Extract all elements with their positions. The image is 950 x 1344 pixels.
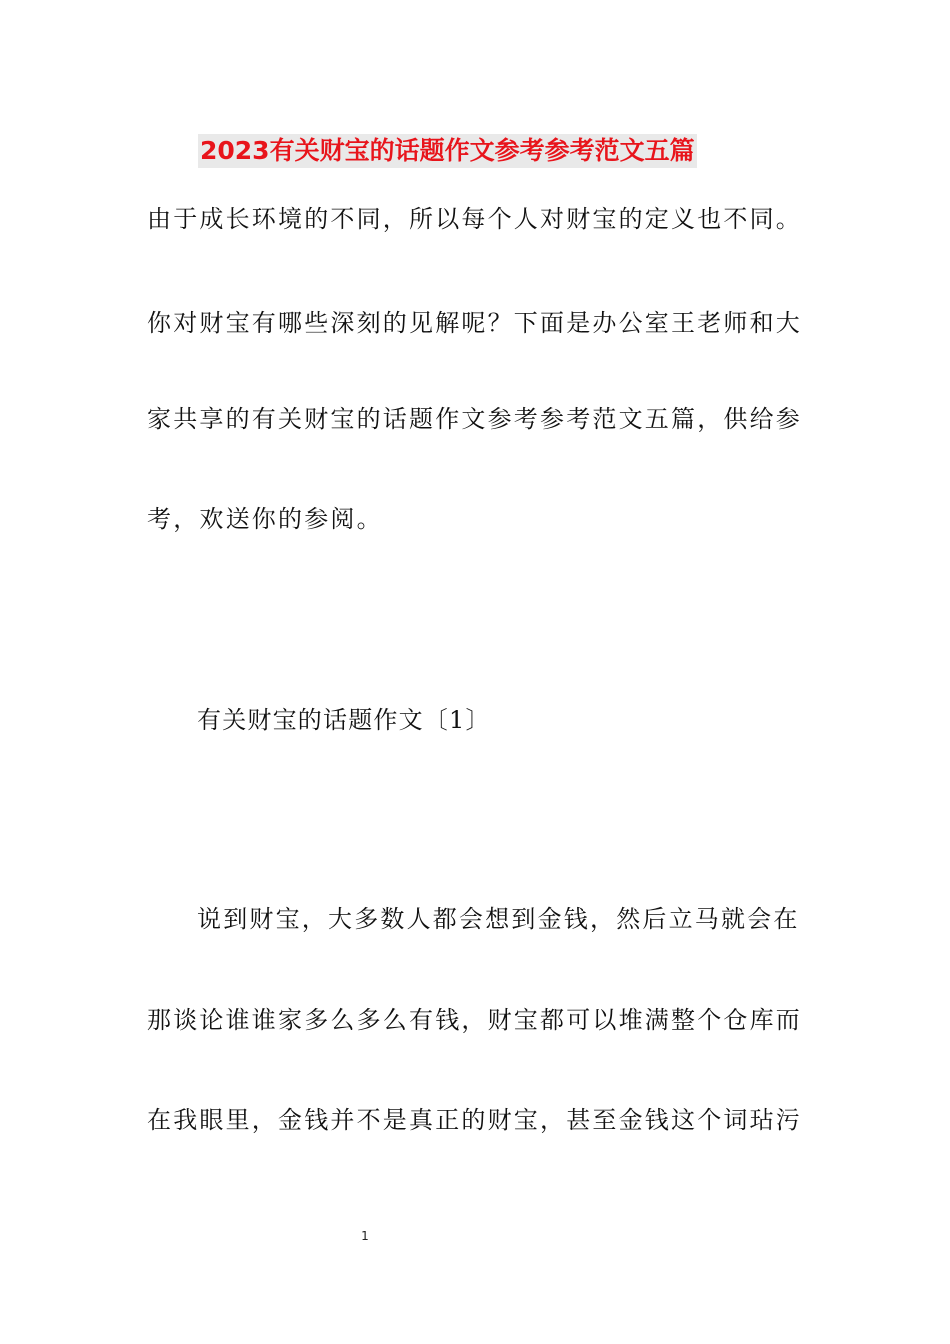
body-line-1: 说到财宝，大多数人都会想到金钱，然后立马就会在 xyxy=(197,905,800,933)
body-line-3: 在我眼里，金钱并不是真正的财宝，甚至金钱这个词玷污 xyxy=(147,1106,802,1134)
intro-line-1: 由于成长环境的不同，所以每个人对财宝的定义也不同。 xyxy=(147,205,802,233)
document-title: 2023有关财宝的话题作文参考参考范文五篇 xyxy=(198,134,697,168)
section-heading: 有关财宝的话题作文〔1〕 xyxy=(197,706,491,734)
intro-line-4: 考，欢送你的参阅。 xyxy=(147,505,383,533)
intro-line-2: 你对财宝有哪些深刻的见解呢？下面是办公室王老师和大 xyxy=(147,309,802,337)
intro-line-3: 家共享的有关财宝的话题作文参考参考范文五篇，供给参 xyxy=(147,405,802,433)
body-line-2: 那谈论谁谁家多么多么有钱，财宝都可以堆满整个仓库而 xyxy=(147,1006,802,1034)
page-number: 1 xyxy=(361,1229,369,1243)
